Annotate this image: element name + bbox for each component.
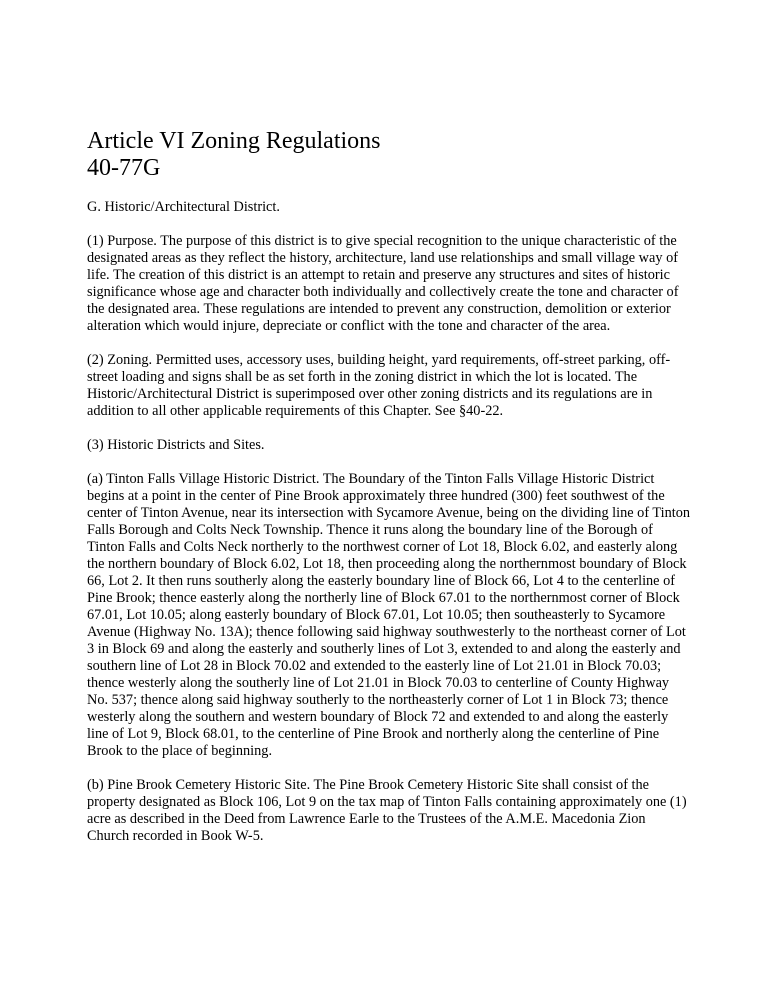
village-district-paragraph: (a) Tinton Falls Village Historic District. The Boundary of the Tinton Falls Village Historic District begins at a point in the center of Pine Brook approximately three hundred (300) feet southwest of the center of Tinton Avenue, near its intersection with Sycamore Avenue, being on the dividing line of Tinton Falls Borough and Colts Neck Township. Thence it runs along the boundary line of the Borough of Tinton Falls and Colts Neck northerly to the northwest corner of Lot 18, Block 6.02, and easterly along the northern boundary of Block 6.02, Lot 18, then proceeding along the northernmost boundary of Block 66, Lot 2. It then runs southerly along the easterly boundary line of Block 66, Lot 4 to the centerline of Pine Brook; thence easterly along the northerly line of Block 67.01 to the northernmost corner of Block 67.01, Lot 10.05; along easterly boundary of Block 67.01, Lot 10.05; then southeasterly to Sycamore Avenue (Highway No. 13A); thence following said highway southwesterly to the northeast corner of Lot 3 in Block 69 and along the easterly and southerly lines of Lot 3, extended to and along the easterly and southern line of Lot 28 in Block 70.02 and extended to the easterly line of Lot 21.01 in Block 70.03; thence westerly along the southerly line of Lot 21.01 in Block 70.03 to centerline of County Highway No. 537; thence along said highway southerly to the northeasterly corner of Lot 1 in Block 73; thence westerly along the southern and western boundary of Block 72 and extended to and along the easterly line of Lot 9, Block 68.01, to the centerline of Pine Brook and northerly along the centerline of Pine Brook to the place of beginning.: [87, 471, 691, 759]
title-line-section-number: 40-77G: [87, 155, 161, 181]
page-title: [87, 128, 691, 182]
title-line-article: Article VI Zoning Regulations: [87, 128, 381, 154]
zoning-paragraph: (2) Zoning. Permitted uses, accessory uses, building height, yard requirements, off-street parking, off-street loading and signs shall be as set forth in the zoning district in which the lot is located. The Historic/Architectural District is superimposed over other zoning districts and its regulations are in addition to all other applicable requirements of this Chapter. See §40-22.: [87, 352, 671, 419]
cemetery-site-paragraph: (b) Pine Brook Cemetery Historic Site. The Pine Brook Cemetery Historic Site shall consist of the property designated as Block 106, Lot 9 on the tax map of Tinton Falls containing approximately one (1) acre as described in the Deed from Lawrence Earle to the Trustees of the A.M.E. Macedonia Zion Church recorded in Book W-5.: [87, 777, 687, 844]
purpose-paragraph: (1) Purpose. The purpose of this district is to give special recognition to the unique characteristic of the designated areas as they reflect the history, architecture, land use relationships and small village way of life. The creation of this district is an attempt to retain and preserve any structures and sites of historic significance whose age and character both individually and collectively create the tone and character of the designated area. These regulations are intended to prevent any construction, demolition or exterior alteration which would injure, depreciate or conflict with the tone and character of the area.: [87, 233, 679, 334]
section-heading: G. Historic/Architectural District.: [87, 199, 280, 215]
document-body: [87, 128, 691, 862]
districts-heading: (3) Historic Districts and Sites.: [87, 437, 265, 453]
